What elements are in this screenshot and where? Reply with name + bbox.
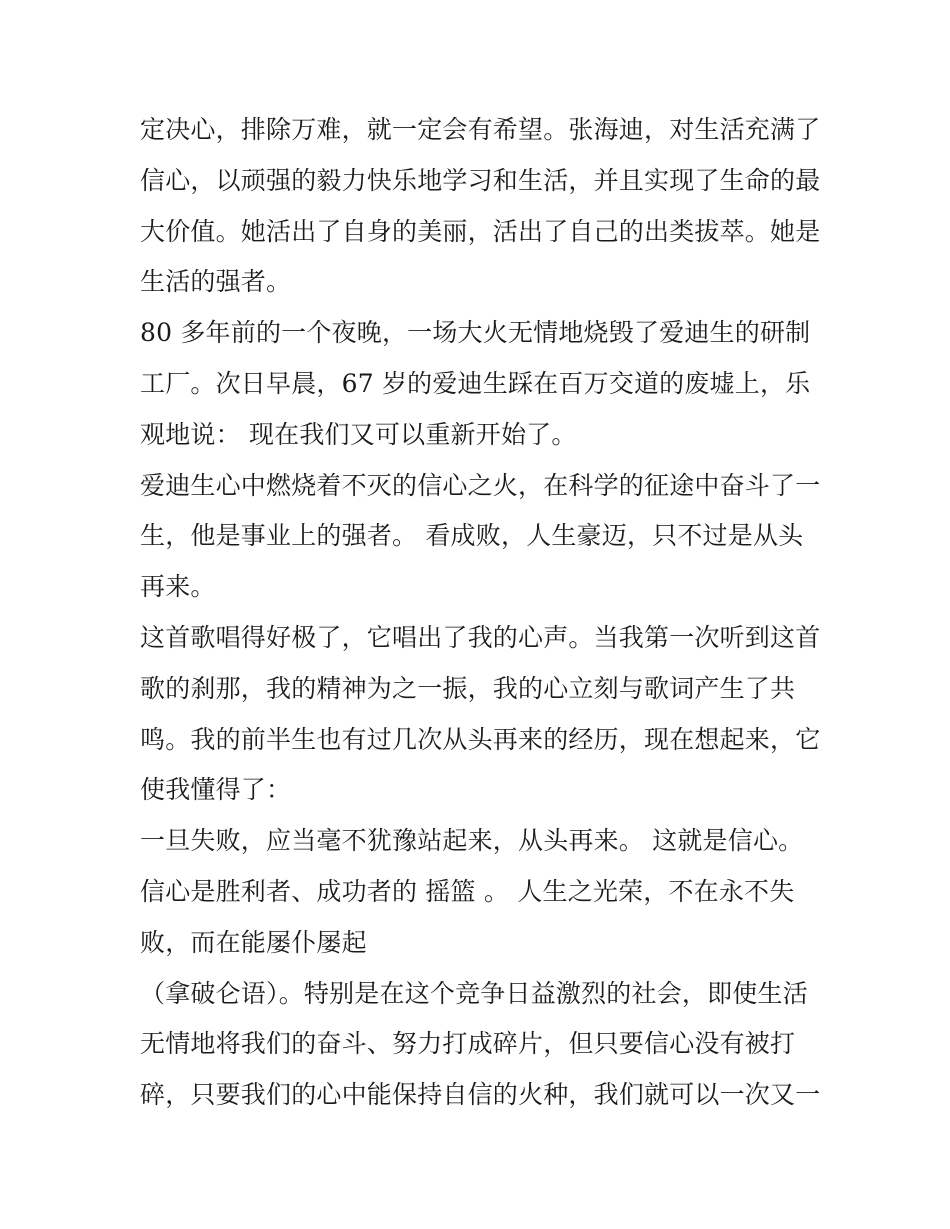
text-line: 定决心，排除万难，就一定会有希望。张海迪，对生活充满了 (140, 115, 821, 144)
text-line: 碎，只要我们的心中能保持自信的火种，我们就可以一次又一 (140, 1080, 821, 1110)
text-line: 再来。 (140, 572, 216, 602)
text-line: 工厂。次日早晨，67 岁的爱迪生踩在百万交道的废墟上，乐 (140, 368, 811, 398)
text-line: 鸣。我的前半生也有过几次从头再来的经历，现在想起来，它 (140, 724, 821, 754)
text-line: 败，而在能屡仆屡起 (140, 927, 367, 957)
text-line: 歌的刹那，我的精神为之一振，我的心立刻与歌词产生了共 (140, 673, 796, 703)
text-line: 大价值。她活出了自身的美丽，活出了自己的出类拔萃。她是 (140, 216, 821, 246)
text-line: 信心，以顽强的毅力快乐地学习和生活，并且实现了生命的最 (140, 165, 821, 195)
text-line: 生活的强者。 (140, 267, 292, 297)
text-line: 生，他是事业上的强者。 看成败，人生豪迈，只不过是从头 (140, 521, 804, 551)
text-line: 爱迪生心中燃烧着不灭的信心之火，在科学的征途中奋斗了一 (140, 470, 821, 500)
text-line: 80 多年前的一个夜晚，一场大火无情地烧毁了爱迪生的研制 (140, 318, 811, 348)
text-line: 一旦失败，应当毫不犹豫站起来，从头再来。 这就是信心。 (140, 826, 804, 856)
text-line: 这首歌唱得好极了，它唱出了我的心声。当我第一次听到这首 (140, 622, 821, 652)
text-line: 使我懂得了： (140, 775, 292, 805)
text-line: 无情地将我们的奋斗、努力打成碎片，但只要信心没有被打 (140, 1029, 796, 1059)
text-line: （拿破仑语）。特别是在这个竞争日益激烈的社会，即使生活 (140, 978, 808, 1008)
body-text (140, 105, 820, 1121)
text-line: 信心是胜利者、成功者的 摇篮 。 人生之光荣，不在永不失 (140, 876, 795, 906)
text-line: 观地说： 现在我们又可以重新开始了。 (140, 419, 577, 449)
